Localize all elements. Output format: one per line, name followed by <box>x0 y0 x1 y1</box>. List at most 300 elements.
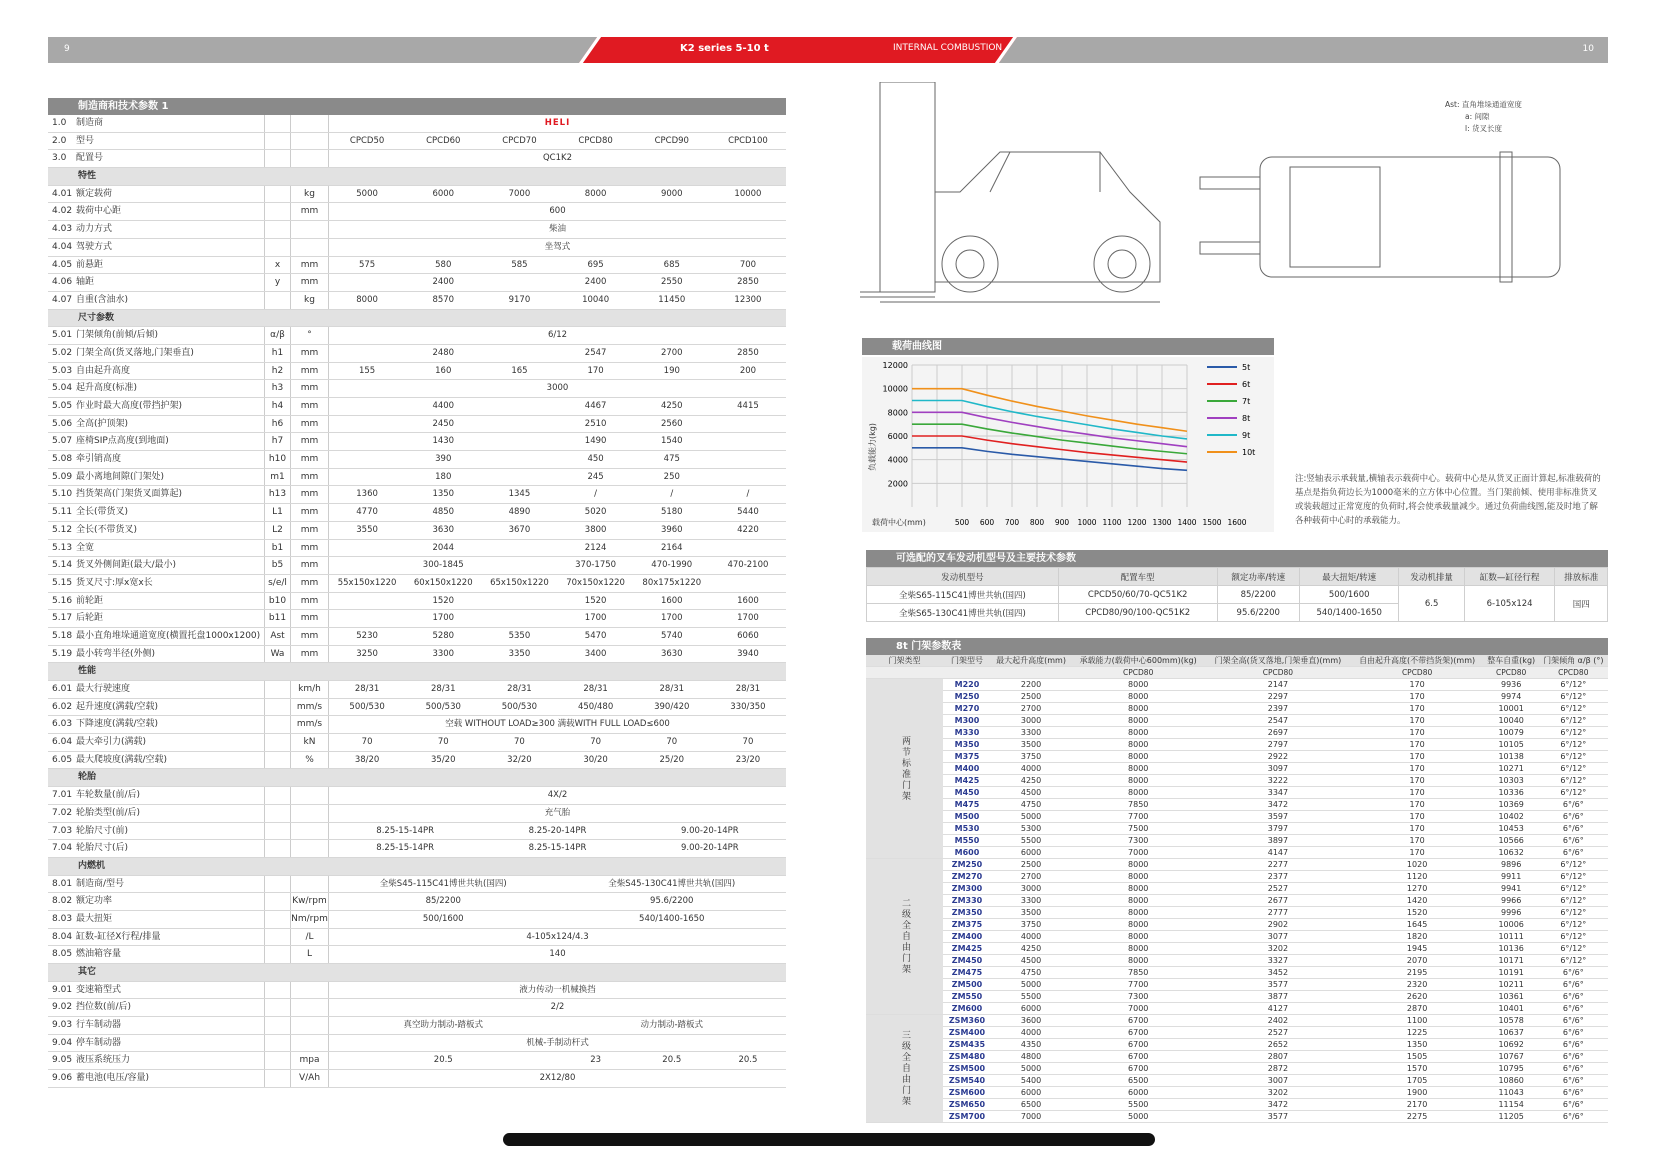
mast-value: 8000 <box>1071 919 1205 931</box>
mast-value: 170 <box>1351 847 1484 859</box>
row-label: 最小直角堆垛通道宽度(横置托盘1000x1200) <box>76 630 261 641</box>
mast-value: 5500 <box>991 991 1071 1003</box>
row-value: 2510 <box>584 418 607 429</box>
engine-header-row <box>867 568 1608 586</box>
mast-subheader <box>991 667 1071 679</box>
mast-value: 1225 <box>1351 1027 1484 1039</box>
mast-value: 170 <box>1351 763 1484 775</box>
mast-value: 2500 <box>991 859 1071 871</box>
row-unit: mm <box>290 380 328 397</box>
mast-value: 6°/12° <box>1539 727 1608 739</box>
row-unit: mm <box>290 575 328 592</box>
spec-row <box>48 840 786 858</box>
spec-group-header <box>48 769 786 787</box>
row-number: 9.02 <box>52 1002 73 1013</box>
mast-row <box>866 1015 1608 1027</box>
mast-value: 2697 <box>1205 727 1350 739</box>
row-value: 5470 <box>584 630 607 641</box>
row-number: 9.05 <box>52 1055 73 1066</box>
row-symbol <box>264 911 290 928</box>
mast-value: 170 <box>1351 751 1484 763</box>
mast-value: 2777 <box>1205 907 1350 919</box>
row-values <box>328 593 786 610</box>
row-values <box>328 628 786 645</box>
row-values <box>328 1070 786 1087</box>
spec-row <box>48 522 786 540</box>
mast-value: 10303 <box>1484 775 1539 787</box>
mast-value: 1020 <box>1351 859 1484 871</box>
row-number: 5.12 <box>52 524 73 535</box>
row-unit: mm <box>290 345 328 362</box>
row-value: 250 <box>663 471 680 482</box>
spec-group-header <box>48 964 786 982</box>
row-label: 最小转弯半径(外侧) <box>76 648 156 659</box>
row-values <box>328 929 786 946</box>
row-values <box>328 327 786 344</box>
row-symbol: b5 <box>264 557 290 574</box>
row-value: / <box>670 489 674 500</box>
spec-row <box>48 911 786 929</box>
mast-value: 6500 <box>1071 1075 1205 1087</box>
mast-value: 3897 <box>1205 835 1350 847</box>
mast-value: 8000 <box>1071 703 1205 715</box>
mast-value: 4500 <box>991 955 1071 967</box>
engine-row-1 <box>867 586 1608 604</box>
mast-value: 5000 <box>991 1063 1071 1075</box>
mast-value: 6°/12° <box>1539 691 1608 703</box>
mast-title: 8t 门架参数表 <box>866 638 1608 655</box>
banner-series-title: K2 series 5-10 t <box>680 43 769 54</box>
row-value: 3400 <box>584 648 607 659</box>
row-symbol: Wa <box>264 646 290 663</box>
row-label: 最大行驶速度 <box>76 684 131 694</box>
row-symbol: b10 <box>264 593 290 610</box>
mast-model: ZM400 <box>943 931 991 943</box>
mast-value: 2527 <box>1205 1027 1350 1039</box>
row-value <box>710 540 786 557</box>
mast-value: 6°/6° <box>1539 1087 1608 1099</box>
row-unit: kg <box>290 186 328 203</box>
spec-row <box>48 575 786 593</box>
row-label: 蓄电池(电压/容量) <box>76 1073 150 1084</box>
row-unit <box>290 982 328 999</box>
row-number: 5.09 <box>52 471 73 482</box>
chart-x-label: 载荷中心(mm) <box>872 518 926 527</box>
mast-value: 6°/12° <box>1539 919 1608 931</box>
mast-value: 4127 <box>1205 1003 1350 1015</box>
mast-row <box>866 691 1608 703</box>
row-number: 6.05 <box>52 754 73 765</box>
mast-value: 10402 <box>1484 811 1539 823</box>
row-value: 4770 <box>356 507 378 518</box>
row-value: 140 <box>549 949 566 960</box>
row-symbol: x <box>264 257 290 274</box>
mast-value: 9896 <box>1484 859 1539 871</box>
mast-value: 4147 <box>1205 847 1350 859</box>
row-value: 4250 <box>660 401 683 411</box>
row-value: 2850 <box>737 347 759 358</box>
row-values <box>328 203 786 220</box>
spec-row <box>48 115 786 133</box>
mast-subheader: CPCD80 <box>1071 667 1205 679</box>
row-label: 最大扭矩 <box>76 913 113 924</box>
row-value: 3800 <box>584 524 607 535</box>
mast-model: ZM375 <box>943 919 991 931</box>
spec-row <box>48 221 786 239</box>
mast-value: 6°/6° <box>1539 1039 1608 1051</box>
row-number: 5.03 <box>52 365 73 376</box>
spec-row <box>48 946 786 964</box>
mast-value: 2677 <box>1205 895 1350 907</box>
row-label: 全长(不带货叉) <box>76 524 138 535</box>
row-value: 38/20 <box>354 754 380 765</box>
spec-row <box>48 646 786 664</box>
row-value: 245 <box>587 471 604 482</box>
row-number: 4.03 <box>52 224 73 235</box>
row-value <box>481 416 557 433</box>
x-tick-label: 800 <box>1029 518 1045 527</box>
diagram-legend <box>1445 99 1522 133</box>
mast-row <box>866 763 1608 775</box>
row-value: 470-2100 <box>727 560 769 571</box>
row-symbol: L2 <box>264 522 290 539</box>
spec-row <box>48 593 786 611</box>
row-value: 475 <box>663 454 680 465</box>
y-tick-label: 2000 <box>887 479 908 489</box>
row-unit: mm <box>290 433 328 450</box>
row-label: 全高(护顶架) <box>76 418 129 429</box>
mast-value: 10001 <box>1484 703 1539 715</box>
row-number: 8.04 <box>52 931 73 942</box>
row-value <box>329 451 405 468</box>
row-label: 起升高度(标准) <box>76 383 138 394</box>
spec-rows <box>48 115 786 1088</box>
spec-row <box>48 929 786 947</box>
row-unit <box>290 239 328 256</box>
row-values <box>328 274 786 291</box>
mast-value: 2870 <box>1351 1003 1484 1015</box>
row-values <box>328 451 786 468</box>
row-value: 1360 <box>356 489 378 500</box>
mast-value: 4000 <box>991 1027 1071 1039</box>
row-symbol: s/e/l <box>264 575 290 592</box>
mast-value: 3000 <box>991 715 1071 727</box>
row-unit <box>290 133 328 150</box>
engine-emission: 国四 <box>1555 586 1608 622</box>
mast-value: 3300 <box>991 895 1071 907</box>
mast-value: 2527 <box>1205 883 1350 895</box>
row-value: 8000 <box>584 188 607 199</box>
row-label: 制造商/型号 <box>76 878 125 889</box>
row-value: 3670 <box>508 524 531 535</box>
mast-value: 6°/6° <box>1539 1075 1608 1087</box>
mast-value: 6000 <box>991 847 1071 859</box>
row-symbol <box>264 805 290 822</box>
mast-row <box>866 823 1608 835</box>
mast-value: 3222 <box>1205 775 1350 787</box>
mast-row <box>866 715 1608 727</box>
spec-row <box>48 1035 786 1053</box>
mast-model: ZM300 <box>943 883 991 895</box>
engine-header: 额定功率/转速 <box>1217 568 1299 586</box>
mast-value: 7500 <box>1071 823 1205 835</box>
row-number: 5.13 <box>52 542 73 553</box>
mast-row <box>866 895 1608 907</box>
mast-value: 3077 <box>1205 931 1350 943</box>
spec-row <box>48 982 786 1000</box>
mast-value: 2377 <box>1205 871 1350 883</box>
row-symbol <box>264 929 290 946</box>
row-value: 1520 <box>584 595 607 606</box>
mast-value: 10040 <box>1484 715 1539 727</box>
y-tick-label: 6000 <box>887 432 908 441</box>
mast-row <box>866 1111 1608 1123</box>
mast-value: 170 <box>1351 775 1484 787</box>
row-value: 20.5 <box>738 1055 758 1066</box>
mast-value: 6°/12° <box>1539 859 1608 871</box>
spec-row <box>48 274 786 292</box>
mast-value: 170 <box>1351 703 1484 715</box>
mast-value: 10105 <box>1484 739 1539 751</box>
row-value: 390/420 <box>654 701 690 712</box>
mast-value: 8000 <box>1071 895 1205 907</box>
row-value: 3940 <box>737 648 759 659</box>
row-value: 70 <box>590 737 602 748</box>
engine-power: 85/2200 <box>1217 586 1299 604</box>
row-number: 4.01 <box>52 188 73 199</box>
mast-row <box>866 835 1608 847</box>
row-value: 11450 <box>658 294 686 305</box>
mast-value: 1945 <box>1351 943 1484 955</box>
home-indicator-bar[interactable] <box>503 1133 1155 1146</box>
mast-subheader-row <box>866 667 1608 679</box>
mast-value: 10566 <box>1484 835 1539 847</box>
row-values <box>328 133 786 150</box>
page-number-right: 10 <box>1582 44 1594 54</box>
row-values <box>328 575 786 592</box>
mast-value: 1520 <box>1351 907 1484 919</box>
mast-value: 3500 <box>991 907 1071 919</box>
mast-value: 4000 <box>991 763 1071 775</box>
row-value: 8.25-15-14PR <box>376 843 435 854</box>
row-value: 450/480 <box>577 701 614 712</box>
engine-header: 配置车型 <box>1058 568 1217 586</box>
mast-model: ZM425 <box>943 943 991 955</box>
row-value: 2X12/80 <box>539 1073 576 1084</box>
row-value: 6/12 <box>547 330 568 341</box>
row-value: 70 <box>361 737 373 748</box>
row-values <box>328 1017 786 1034</box>
row-label: 自重(含油水) <box>76 294 129 305</box>
spec-row <box>48 416 786 434</box>
legend-ast: Ast: 直角堆垛通道宽度 <box>1445 100 1522 109</box>
spec-row <box>48 752 786 770</box>
mast-model: M350 <box>943 739 991 751</box>
mast-model: M530 <box>943 823 991 835</box>
row-value: 85/2200 <box>425 896 461 907</box>
row-symbol: h13 <box>264 486 290 503</box>
row-value: 1345 <box>508 489 531 500</box>
row-symbol: b1 <box>264 540 290 557</box>
mast-row <box>866 1027 1608 1039</box>
row-value: 2480 <box>432 347 455 358</box>
mast-value: 3597 <box>1205 811 1350 823</box>
mast-row <box>866 859 1608 871</box>
row-label: 型号 <box>76 135 95 146</box>
row-label: 全长(带货叉) <box>76 507 129 518</box>
legend-label: 10t <box>1242 448 1256 457</box>
row-unit: mm <box>290 363 328 380</box>
row-symbol <box>264 787 290 804</box>
row-values <box>328 681 786 698</box>
x-tick-label: 1100 <box>1102 518 1122 527</box>
spec-row <box>48 504 786 522</box>
group-label: 特性 <box>78 171 97 182</box>
row-value: 3350 <box>508 648 531 659</box>
row-value: 空载 WITHOUT LOAD≥300 满载WITH FULL LOAD≤600 <box>445 719 670 730</box>
row-value: CPCD70 <box>502 135 537 146</box>
row-value: 2044 <box>432 542 455 553</box>
row-symbol <box>264 734 290 751</box>
row-number: 8.02 <box>52 896 73 907</box>
row-symbol <box>264 823 290 840</box>
mast-subheader: CPCD80 <box>1351 667 1484 679</box>
row-values <box>328 823 786 840</box>
mast-header: 门架型号 <box>943 655 991 667</box>
spec-row <box>48 433 786 451</box>
row-value: 23 <box>590 1055 602 1066</box>
mast-subheader <box>866 667 943 679</box>
mast-value: 10692 <box>1484 1039 1539 1051</box>
legend-label: 8t <box>1242 414 1251 423</box>
row-value <box>481 593 557 610</box>
row-label: 轮胎类型(前/后) <box>76 807 141 818</box>
row-value: 170 <box>587 365 604 376</box>
row-label: 起升速度(满载/空载) <box>76 701 159 712</box>
row-value: 695 <box>587 259 604 270</box>
row-value: 70 <box>742 737 754 748</box>
mast-value: 6700 <box>1071 1015 1205 1027</box>
row-value <box>481 1052 557 1069</box>
spec-row <box>48 186 786 204</box>
load-chart-title: 载荷曲线图 <box>862 338 1274 355</box>
mast-value: 6°/6° <box>1539 1027 1608 1039</box>
row-values <box>328 840 786 857</box>
spec-title: 制造商和技术参数 1 <box>48 98 786 115</box>
mast-value: 4350 <box>991 1039 1071 1051</box>
row-symbol <box>264 681 290 698</box>
row-values <box>328 557 786 574</box>
mast-spec-section <box>866 638 1608 1123</box>
row-symbol <box>264 115 290 132</box>
x-tick-label: 900 <box>1054 518 1070 527</box>
row-number: 9.06 <box>52 1073 73 1084</box>
spec-row <box>48 540 786 558</box>
row-value <box>329 557 405 574</box>
legend-label: 9t <box>1242 431 1251 440</box>
mast-value: 2922 <box>1205 751 1350 763</box>
row-value <box>710 433 786 450</box>
mast-value: 9941 <box>1484 883 1539 895</box>
mast-model: ZSM600 <box>943 1087 991 1099</box>
mast-header: 自由起升高度(不带挡货架)(mm) <box>1351 655 1484 667</box>
row-label: 最大牵引力(满载) <box>76 737 147 748</box>
row-values <box>328 752 786 769</box>
mast-model: M220 <box>943 679 991 691</box>
row-label: 自由起升高度 <box>76 365 131 376</box>
row-symbol <box>264 133 290 150</box>
row-label: 作业时最大高度(带挡护架) <box>76 401 183 411</box>
mast-value: 2275 <box>1351 1111 1484 1123</box>
x-tick-label: 600 <box>979 518 995 527</box>
row-values <box>328 363 786 380</box>
mast-row <box>866 1039 1608 1051</box>
row-value <box>329 433 405 450</box>
mast-value: 6°/12° <box>1539 751 1608 763</box>
mast-value: 6°/12° <box>1539 715 1608 727</box>
row-value: 3630 <box>432 524 455 535</box>
row-value: 80x175x1220 <box>642 577 702 588</box>
mast-header: 门架全高(货叉落地,门架垂直)(mm) <box>1205 655 1350 667</box>
spec-row <box>48 133 786 151</box>
x-tick-label: 1600 <box>1227 518 1247 527</box>
row-value: 1700 <box>737 613 759 624</box>
spec-row <box>48 1017 786 1035</box>
row-number: 6.03 <box>52 719 73 730</box>
mast-value: 6°/12° <box>1539 883 1608 895</box>
mast-row <box>866 1063 1608 1075</box>
mast-model: ZSM400 <box>943 1027 991 1039</box>
row-value: 5280 <box>432 630 455 641</box>
row-values <box>328 734 786 751</box>
mast-value: 3000 <box>991 883 1071 895</box>
mast-model: ZSM540 <box>943 1075 991 1087</box>
mast-value: 3202 <box>1205 1087 1350 1099</box>
mast-row <box>866 739 1608 751</box>
row-value: 1700 <box>660 613 683 624</box>
row-number: 7.02 <box>52 807 73 818</box>
row-value: 4890 <box>508 507 531 518</box>
mast-model: M500 <box>943 811 991 823</box>
mast-value: 6°/12° <box>1539 871 1608 883</box>
row-label: 额定功率 <box>76 896 113 907</box>
row-values <box>328 150 786 167</box>
mast-model: ZM350 <box>943 907 991 919</box>
row-value <box>329 416 405 433</box>
spec-row <box>48 150 786 168</box>
row-symbol <box>264 150 290 167</box>
mast-value: 8000 <box>1071 883 1205 895</box>
mast-value: 2200 <box>991 679 1071 691</box>
row-value: CPCD100 <box>728 135 768 146</box>
mast-value: 6°/6° <box>1539 799 1608 811</box>
row-number: 6.02 <box>52 701 73 712</box>
row-symbol <box>264 699 290 716</box>
mast-value: 9936 <box>1484 679 1539 691</box>
x-tick-label: 1500 <box>1202 518 1222 527</box>
row-symbol: b11 <box>264 610 290 627</box>
row-values <box>328 398 786 415</box>
row-value <box>481 540 557 557</box>
row-value: CPCD90 <box>654 135 689 146</box>
mast-row <box>866 1099 1608 1111</box>
chart-y-label: 负载能力(kg) <box>868 423 877 471</box>
row-value: 450 <box>587 454 604 465</box>
mast-value: 6°/12° <box>1539 739 1608 751</box>
row-value: 6000 <box>432 188 455 199</box>
mast-value: 2170 <box>1351 1099 1484 1111</box>
row-value: 165 <box>511 365 528 376</box>
